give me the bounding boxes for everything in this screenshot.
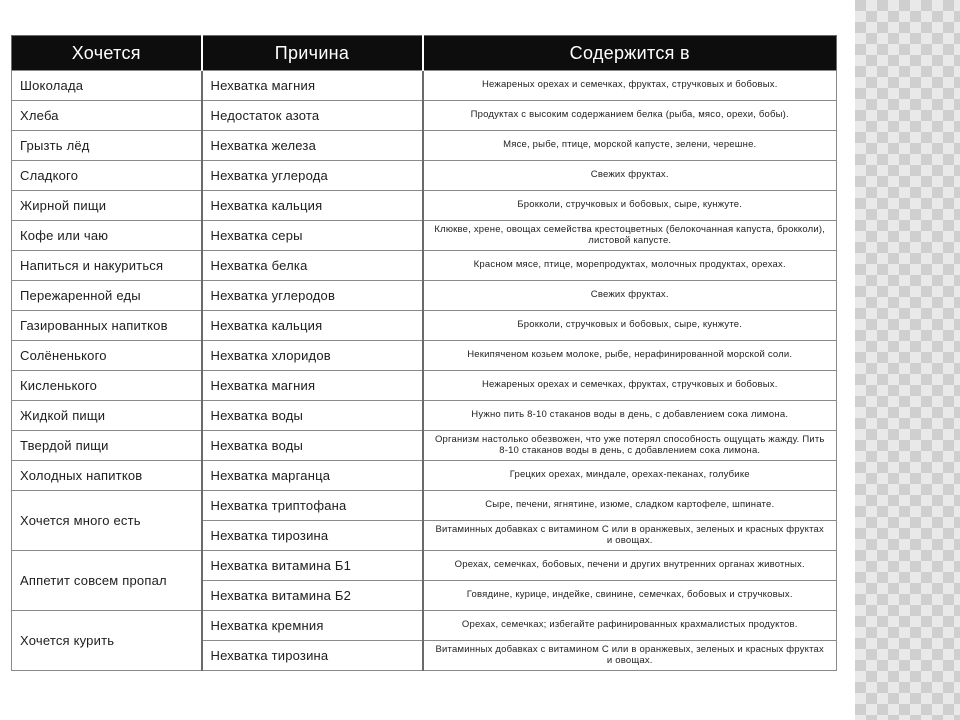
reason-cell: Нехватка воды: [202, 431, 423, 461]
reason-cell: Нехватка марганца: [202, 461, 423, 491]
table-row: [12, 101, 837, 131]
reason-cell: Нехватка хлоридов: [202, 341, 423, 371]
table-row: [12, 431, 837, 461]
table-row: [12, 551, 837, 581]
reason-cell: Нехватка серы: [202, 221, 423, 251]
table-header: [12, 36, 837, 71]
table-row: [12, 611, 837, 641]
source-cell: Свежих фруктах.: [423, 161, 837, 191]
table-row: [12, 161, 837, 191]
reason-cell: Нехватка триптофана: [202, 491, 423, 521]
craving-cell: Жирной пищи: [12, 191, 202, 221]
craving-cell: Пережаренной еды: [12, 281, 202, 311]
source-cell: Брокколи, стручковых и бобовых, сыре, кунжуте.: [423, 191, 837, 221]
reason-cell: Нехватка тирозина: [202, 641, 423, 671]
craving-cell: Твердой пищи: [12, 431, 202, 461]
reason-cell: Нехватка воды: [202, 401, 423, 431]
reason-cell: Нехватка магния: [202, 71, 423, 101]
table-row: [12, 221, 837, 251]
header-want: Хочется: [12, 36, 202, 71]
craving-cell: Аппетит совсем пропал: [12, 551, 202, 611]
reason-cell: Нехватка витамина Б1: [202, 551, 423, 581]
decorative-pattern-strip: [855, 0, 960, 720]
source-cell: Орехах, семечках; избегайте рафинированных крахмалистых продуктов.: [423, 611, 837, 641]
table-row: [12, 491, 837, 521]
source-cell: Орехах, семечках, бобовых, печени и других внутренних органах животных.: [423, 551, 837, 581]
table-row: [12, 461, 837, 491]
source-cell: Витаминных добавках с витамином С или в оранжевых, зеленых и красных фруктах и овощах.: [423, 521, 837, 551]
craving-cell: Кисленького: [12, 371, 202, 401]
source-cell: Клюкве, хрене, овощах семейства крестоцветных (белокочанная капуста, брокколи), листовой капусте.: [423, 221, 837, 251]
craving-cell: Шоколада: [12, 71, 202, 101]
craving-cell: Грызть лёд: [12, 131, 202, 161]
table-row: [12, 401, 837, 431]
craving-cell: Напиться и накуриться: [12, 251, 202, 281]
craving-cell: Жидкой пищи: [12, 401, 202, 431]
header-source: Содержится в: [423, 36, 837, 71]
table-row: [12, 311, 837, 341]
source-cell: Красном мясе, птице, морепродуктах, молочных продуктах, орехах.: [423, 251, 837, 281]
source-cell: Мясе, рыбе, птице, морской капусте, зелени, черешне.: [423, 131, 837, 161]
reason-cell: Нехватка кальция: [202, 311, 423, 341]
source-cell: Некипяченом козьем молоке, рыбе, нерафинированной морской соли.: [423, 341, 837, 371]
source-cell: Витаминных добавках с витамином С или в оранжевых, зеленых и красных фруктах и овощах.: [423, 641, 837, 671]
craving-cell: Хлеба: [12, 101, 202, 131]
source-cell: Нежареных орехах и семечках, фруктах, стручковых и бобовых.: [423, 371, 837, 401]
source-cell: Свежих фруктах.: [423, 281, 837, 311]
reason-cell: Нехватка витамина Б2: [202, 581, 423, 611]
source-cell: Организм настолько обезвожен, что уже потерял способность ощущать жажду. Пить 8-10 стаканов воды в день, с добавлением сока лимона.: [423, 431, 837, 461]
source-cell: Говядине, курице, индейке, свинине, семечках, бобовых и стручковых.: [423, 581, 837, 611]
craving-cell: Кофе или чаю: [12, 221, 202, 251]
source-cell: Сыре, печени, ягнятине, изюме, сладком картофеле, шпинате.: [423, 491, 837, 521]
reason-cell: Нехватка углеродов: [202, 281, 423, 311]
header-reason: Причина: [202, 36, 423, 71]
table-row: [12, 281, 837, 311]
source-cell: Продуктах с высоким содержанием белка (рыба, мясо, орехи, бобы).: [423, 101, 837, 131]
source-cell: Нужно пить 8-10 стаканов воды в день, с добавлением сока лимона.: [423, 401, 837, 431]
craving-cell: Сладкого: [12, 161, 202, 191]
table-row: [12, 341, 837, 371]
craving-cell: Газированных напитков: [12, 311, 202, 341]
reason-cell: Нехватка кальция: [202, 191, 423, 221]
table-body: [12, 71, 837, 671]
craving-cell: Холодных напитков: [12, 461, 202, 491]
cravings-table: [11, 35, 837, 671]
craving-cell: Хочется много есть: [12, 491, 202, 551]
reason-cell: Нехватка железа: [202, 131, 423, 161]
reason-cell: Нехватка магния: [202, 371, 423, 401]
table-row: [12, 251, 837, 281]
table-row: [12, 131, 837, 161]
reason-cell: Нехватка тирозина: [202, 521, 423, 551]
reason-cell: Нехватка углерода: [202, 161, 423, 191]
reason-cell: Нехватка кремния: [202, 611, 423, 641]
table-row: [12, 191, 837, 221]
source-cell: Нежареных орехах и семечках, фруктах, стручковых и бобовых.: [423, 71, 837, 101]
source-cell: Грецких орехах, миндале, орехах-пеканах, голубике: [423, 461, 837, 491]
source-cell: Брокколи, стручковых и бобовых, сыре, кунжуте.: [423, 311, 837, 341]
craving-cell: Хочется курить: [12, 611, 202, 671]
craving-cell: Солёненького: [12, 341, 202, 371]
table-row: [12, 371, 837, 401]
reason-cell: Недостаток азота: [202, 101, 423, 131]
reason-cell: Нехватка белка: [202, 251, 423, 281]
table-row: [12, 71, 837, 101]
